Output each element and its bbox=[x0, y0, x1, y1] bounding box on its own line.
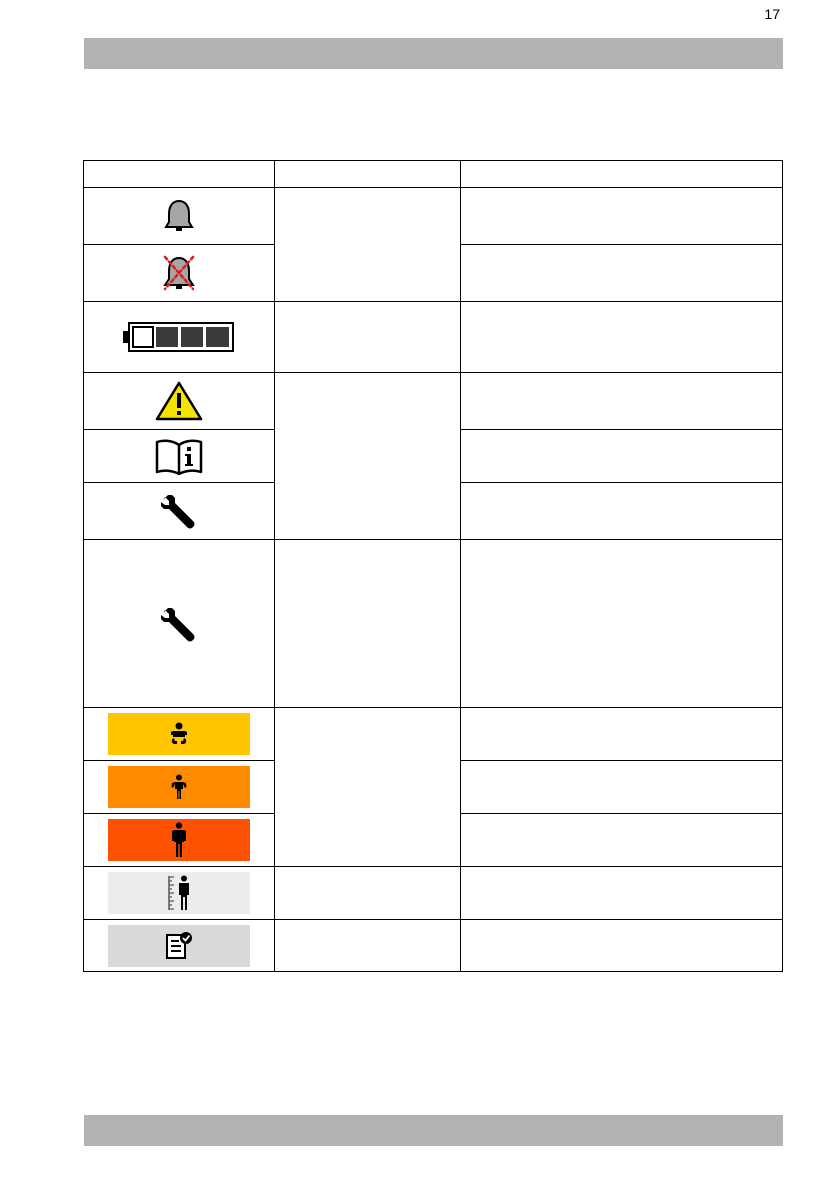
symbol-cell bbox=[84, 302, 275, 373]
patient-pediatric-bar bbox=[108, 766, 250, 808]
symbol-cell bbox=[84, 540, 275, 708]
protocol-check-icon bbox=[164, 931, 194, 961]
description-cell bbox=[461, 920, 783, 972]
description-cell bbox=[461, 708, 783, 761]
table-row bbox=[84, 920, 783, 972]
symbol-cell bbox=[84, 814, 275, 867]
bell-icon bbox=[84, 198, 274, 234]
symbol-cell bbox=[84, 245, 275, 302]
description-cell bbox=[461, 188, 783, 245]
description-cell bbox=[461, 761, 783, 814]
meaning-cell bbox=[275, 920, 461, 972]
adult-icon bbox=[171, 822, 187, 858]
table-header-symbol bbox=[84, 161, 275, 188]
alarm-off-icon bbox=[84, 252, 274, 294]
meaning-cell bbox=[275, 302, 461, 373]
symbol-cell bbox=[84, 867, 275, 920]
meaning-cell bbox=[275, 373, 461, 540]
description-cell bbox=[461, 814, 783, 867]
table-header-description bbox=[461, 161, 783, 188]
meaning-cell bbox=[275, 540, 461, 708]
description-cell bbox=[461, 302, 783, 373]
service-wrench-icon bbox=[84, 604, 274, 644]
table-row bbox=[84, 373, 783, 430]
height-bar bbox=[108, 872, 250, 914]
manual-info-icon bbox=[84, 437, 274, 475]
symbol-cell bbox=[84, 483, 275, 540]
patient-adult-bar bbox=[108, 819, 250, 861]
page-number: 17 bbox=[764, 6, 780, 22]
battery-icon bbox=[84, 321, 274, 353]
header-band bbox=[84, 38, 783, 69]
warning-triangle-icon bbox=[84, 381, 274, 421]
symbol-cell bbox=[84, 373, 275, 430]
child-icon bbox=[170, 774, 188, 800]
meaning-cell bbox=[275, 867, 461, 920]
description-cell bbox=[461, 540, 783, 708]
symbol-table bbox=[83, 160, 783, 972]
symbol-cell bbox=[84, 708, 275, 761]
table-row bbox=[84, 188, 783, 245]
description-cell bbox=[461, 373, 783, 430]
table-row bbox=[84, 302, 783, 373]
symbol-cell bbox=[84, 430, 275, 483]
symbol-cell bbox=[84, 188, 275, 245]
meaning-cell bbox=[275, 188, 461, 302]
footer-band bbox=[84, 1115, 783, 1146]
description-cell bbox=[461, 245, 783, 302]
table-row bbox=[84, 540, 783, 708]
protocol-bar bbox=[108, 925, 250, 967]
symbol-cell bbox=[84, 920, 275, 972]
table-header-meaning bbox=[275, 161, 461, 188]
patient-neonate-bar bbox=[108, 713, 250, 755]
description-cell bbox=[461, 867, 783, 920]
neonate-icon bbox=[169, 722, 189, 746]
meaning-cell bbox=[275, 708, 461, 867]
table-row bbox=[84, 867, 783, 920]
symbol-cell bbox=[84, 761, 275, 814]
height-scale-icon bbox=[166, 875, 192, 911]
description-cell bbox=[461, 430, 783, 483]
wrench-icon bbox=[84, 491, 274, 531]
description-cell bbox=[461, 483, 783, 540]
table-row bbox=[84, 708, 783, 761]
table-header-row bbox=[84, 161, 783, 188]
